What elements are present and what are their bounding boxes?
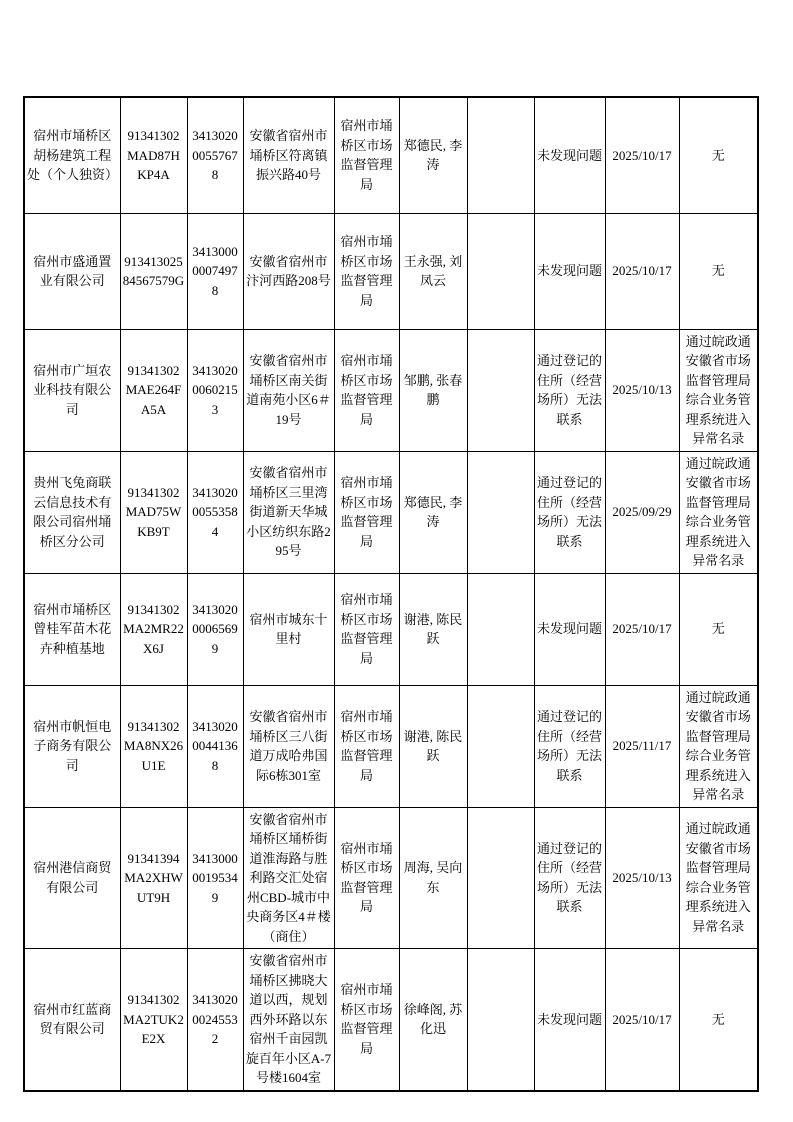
cell-remark: 无 — [679, 949, 758, 1091]
cell-blank — [467, 685, 534, 807]
cell-company: 宿州市红蓝商贸有限公司 — [24, 949, 120, 1091]
cell-date: 2025/10/13 — [605, 807, 679, 949]
table-row — [24, 807, 758, 949]
table-row — [24, 97, 758, 213]
inspection-table — [23, 96, 759, 1092]
cell-date: 2025/09/29 — [605, 451, 679, 573]
cell-company: 宿州港信商贸有限公司 — [24, 807, 120, 949]
cell-blank — [467, 213, 534, 329]
cell-authority: 宿州市埇桥区市场监督管理局 — [334, 573, 399, 685]
cell-registration-no: 341302000441368 — [187, 685, 243, 807]
cell-date: 2025/10/17 — [605, 213, 679, 329]
cell-company: 贵州飞兔商联云信息技术有限公司宿州埇桥区分公司 — [24, 451, 120, 573]
cell-result: 通过登记的住所（经营场所）无法联系 — [534, 329, 605, 451]
cell-registration-no: 341302000245532 — [187, 949, 243, 1091]
table-row — [24, 685, 758, 807]
cell-blank — [467, 807, 534, 949]
cell-registration-no: 341302000557678 — [187, 97, 243, 213]
cell-address: 安徽省宿州市埇桥区南关街道南苑小区6＃19号 — [243, 329, 334, 451]
cell-inspectors: 邹鹏, 张春鹏 — [399, 329, 467, 451]
cell-credit-code: 91341302MAD87HKP4A — [120, 97, 187, 213]
cell-registration-no: 341302000065699 — [187, 573, 243, 685]
cell-address: 安徽省宿州市埇桥区符离镇振兴路40号 — [243, 97, 334, 213]
cell-inspectors: 王永强, 刘凤云 — [399, 213, 467, 329]
cell-address: 安徽省宿州市汴河西路208号 — [243, 213, 334, 329]
cell-inspectors: 徐峰阁, 苏化迅 — [399, 949, 467, 1091]
cell-remark: 通过皖政通安徽省市场监督管理局综合业务管理系统进入异常名录 — [679, 807, 758, 949]
cell-credit-code: 91341302MAE264FA5A — [120, 329, 187, 451]
cell-registration-no: 341300000195349 — [187, 807, 243, 949]
cell-blank — [467, 97, 534, 213]
cell-inspectors: 周海, 吴向东 — [399, 807, 467, 949]
cell-authority: 宿州市埇桥区市场监督管理局 — [334, 329, 399, 451]
cell-authority: 宿州市埇桥区市场监督管理局 — [334, 97, 399, 213]
cell-inspectors: 郑德民, 李涛 — [399, 97, 467, 213]
cell-date: 2025/10/17 — [605, 573, 679, 685]
cell-address: 安徽省宿州市埇桥区三里湾街道新天华城小区纺织东路295号 — [243, 451, 334, 573]
cell-remark: 通过皖政通安徽省市场监督管理局综合业务管理系统进入异常名录 — [679, 451, 758, 573]
table-row — [24, 329, 758, 451]
cell-result: 通过登记的住所（经营场所）无法联系 — [534, 807, 605, 949]
cell-blank — [467, 949, 534, 1091]
cell-remark: 通过皖政通安徽省市场监督管理局综合业务管理系统进入异常名录 — [679, 685, 758, 807]
cell-company: 宿州市埇桥区胡杨建筑工程处（个人独资） — [24, 97, 120, 213]
table-row — [24, 213, 758, 329]
inspection-table-container — [23, 96, 757, 1092]
cell-credit-code: 91341302MAD75WKB9T — [120, 451, 187, 573]
cell-inspectors: 郑德民, 李涛 — [399, 451, 467, 573]
cell-authority: 宿州市埇桥区市场监督管理局 — [334, 213, 399, 329]
cell-address: 安徽省宿州市埇桥区埇桥街道淮海路与胜利路交汇处宿州CBD-城市中央商务区4＃楼（商住） — [243, 807, 334, 949]
cell-credit-code: 91341302MA2TUK2E2X — [120, 949, 187, 1091]
cell-credit-code: 91341302MA2MR22X6J — [120, 573, 187, 685]
cell-inspectors: 谢港, 陈民跃 — [399, 685, 467, 807]
cell-result: 通过登记的住所（经营场所）无法联系 — [534, 685, 605, 807]
cell-company: 宿州市盛通置业有限公司 — [24, 213, 120, 329]
cell-authority: 宿州市埇桥区市场监督管理局 — [334, 685, 399, 807]
cell-address: 宿州市城东十里村 — [243, 573, 334, 685]
table-row — [24, 451, 758, 573]
cell-remark: 通过皖政通安徽省市场监督管理局综合业务管理系统进入异常名录 — [679, 329, 758, 451]
cell-date: 2025/10/13 — [605, 329, 679, 451]
cell-date: 2025/11/17 — [605, 685, 679, 807]
cell-address: 安徽省宿州市埇桥区三八街道万成哈弗国际6栋301室 — [243, 685, 334, 807]
cell-credit-code: 91341302MA8NX26U1E — [120, 685, 187, 807]
cell-result: 未发现问题 — [534, 573, 605, 685]
cell-inspectors: 谢港, 陈民跃 — [399, 573, 467, 685]
table-row — [24, 949, 758, 1091]
cell-credit-code: 91341394MA2XHWUT9H — [120, 807, 187, 949]
cell-remark: 无 — [679, 97, 758, 213]
cell-date: 2025/10/17 — [605, 97, 679, 213]
cell-credit-code: 91341302584567579G — [120, 213, 187, 329]
cell-registration-no: 341302000553584 — [187, 451, 243, 573]
cell-remark: 无 — [679, 573, 758, 685]
cell-result: 未发现问题 — [534, 97, 605, 213]
cell-date: 2025/10/17 — [605, 949, 679, 1091]
cell-result: 未发现问题 — [534, 949, 605, 1091]
cell-result: 通过登记的住所（经营场所）无法联系 — [534, 451, 605, 573]
cell-company: 宿州市广垣农业科技有限公司 — [24, 329, 120, 451]
cell-company: 宿州市帆恒电子商务有限公司 — [24, 685, 120, 807]
table-row — [24, 573, 758, 685]
cell-blank — [467, 573, 534, 685]
cell-authority: 宿州市埇桥区市场监督管理局 — [334, 451, 399, 573]
cell-registration-no: 341300000074978 — [187, 213, 243, 329]
cell-authority: 宿州市埇桥区市场监督管理局 — [334, 949, 399, 1091]
cell-registration-no: 341302000602153 — [187, 329, 243, 451]
cell-company: 宿州市埇桥区曾桂军苗木花卉种植基地 — [24, 573, 120, 685]
cell-remark: 无 — [679, 213, 758, 329]
cell-blank — [467, 451, 534, 573]
cell-authority: 宿州市埇桥区市场监督管理局 — [334, 807, 399, 949]
cell-result: 未发现问题 — [534, 213, 605, 329]
cell-address: 安徽省宿州市埇桥区拂晓大道以西，规划西外环路以东宿州千亩园凯旋百年小区A-7号楼1604室 — [243, 949, 334, 1091]
cell-blank — [467, 329, 534, 451]
